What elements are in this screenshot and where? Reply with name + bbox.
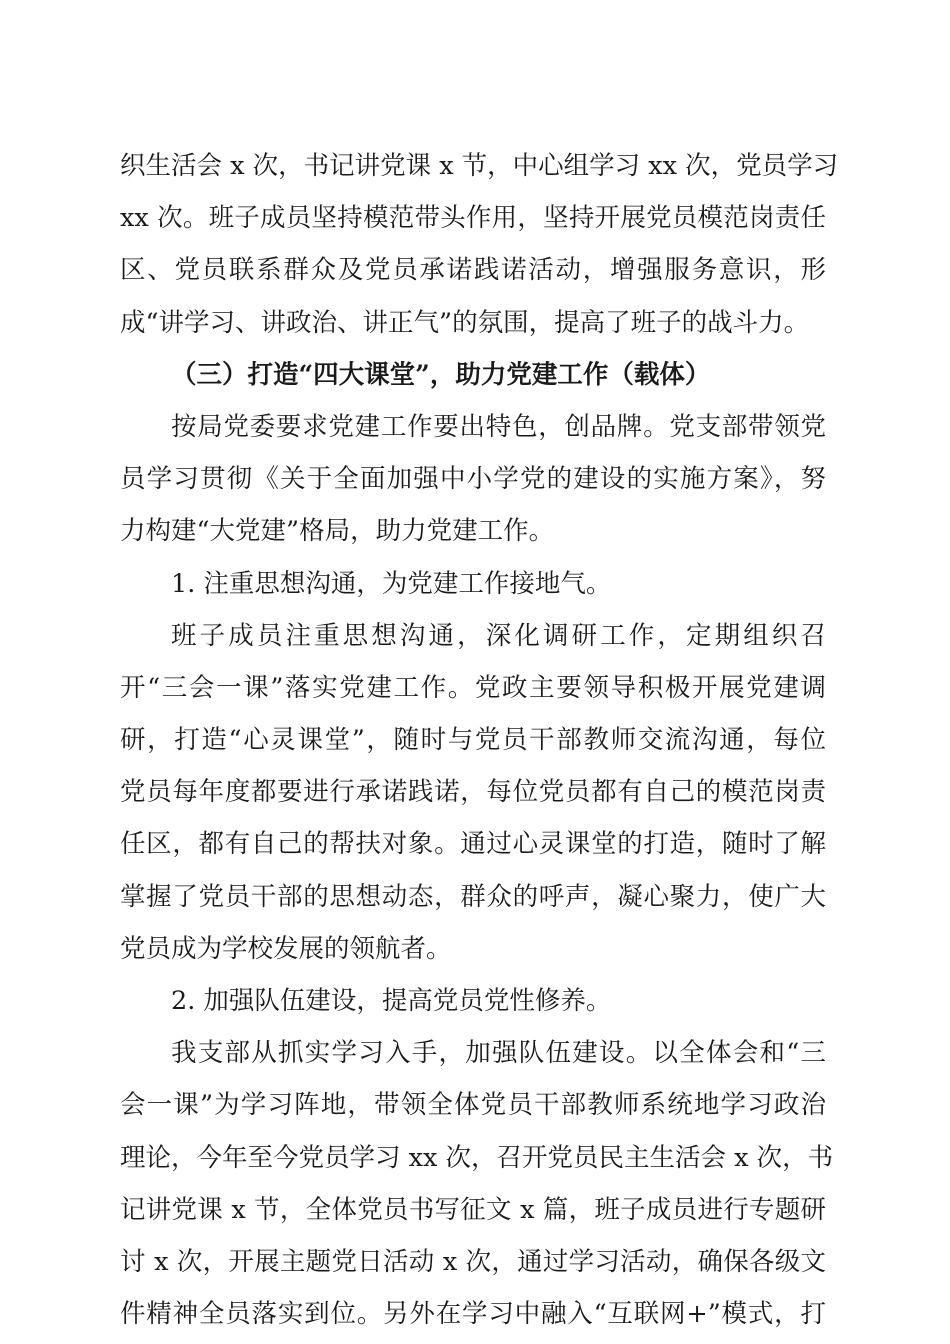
section-heading: （三）打造“四大课堂”，助力党建工作（载体） xyxy=(171,359,711,390)
paragraph-line: 理论，今年至今党员学习 xx 次，召开党员民主生活会 x 次，书 xyxy=(120,1142,834,1173)
document-body xyxy=(120,140,839,1340)
paragraph-line: 党员成为学校发展的领航者。 xyxy=(120,933,452,964)
paragraph-line: 会一课”为学习阵地，带领全体党员干部教师系统地学习政治 xyxy=(120,1090,826,1121)
paragraph-line: 我支部从抓实学习入手，加强队伍建设。以全体会和“三 xyxy=(171,1038,826,1069)
paragraph-line: 织生活会 x 次，书记讲党课 x 节，中心组学习 xx 次，党员学习 xyxy=(120,151,839,181)
paragraph-line: 研，打造“心灵课堂”，随时与党员干部教师交流沟通，每位 xyxy=(120,725,826,756)
paragraph-line: 员学习贯彻《关于全面加强中小学党的建设的实施方案》，努 xyxy=(120,464,826,495)
paragraph-line: 区、党员联系群众及党员承诺践诺活动，增强服务意识，形 xyxy=(120,255,826,286)
paragraph-line: 党员每年度都要进行承诺践诺，每位党员都有自己的模范岗责 xyxy=(120,777,826,808)
paragraph-line: 件精神全员落实到位。另外在学习中融入“互联网+”模式，打 xyxy=(120,1299,826,1330)
subheading-1: 1. 注重思想沟通，为党建工作接地气。 xyxy=(171,568,612,599)
paragraph-line: 任区，都有自己的帮扶对象。通过心灵课堂的打造，随时了解 xyxy=(120,829,826,860)
subheading-2: 2. 加强队伍建设，提高党员党性修养。 xyxy=(171,986,612,1016)
paragraph-line: 记讲党课 x 节，全体党员书写征文 x 篇，班子成员进行专题研 xyxy=(120,1194,826,1225)
paragraph-line: 开“三会一课”落实党建工作。党政主要领导积极开展党建调 xyxy=(120,672,826,703)
paragraph-line: 掌握了党员干部的思想动态，群众的呼声，凝心聚力，使广大 xyxy=(120,881,826,912)
paragraph-line: 力构建“大党建”格局，助力党建工作。 xyxy=(120,516,555,547)
paragraph-line: 成“讲学习、讲政治、讲正气”的氛围，提高了班子的战斗力。 xyxy=(120,307,810,338)
paragraph-line: 按局党委要求党建工作要出特色，创品牌。党支部带领党 xyxy=(171,411,826,442)
paragraph-line: 讨 x 次，开展主题党日活动 x 次，通过学习活动，确保各级文 xyxy=(120,1246,826,1277)
paragraph-line: 班子成员注重思想沟通，深化调研工作，定期组织召 xyxy=(171,620,826,651)
paragraph-line: xx 次。班子成员坚持模范带头作用，坚持开展党员模范岗责任 xyxy=(120,203,826,234)
